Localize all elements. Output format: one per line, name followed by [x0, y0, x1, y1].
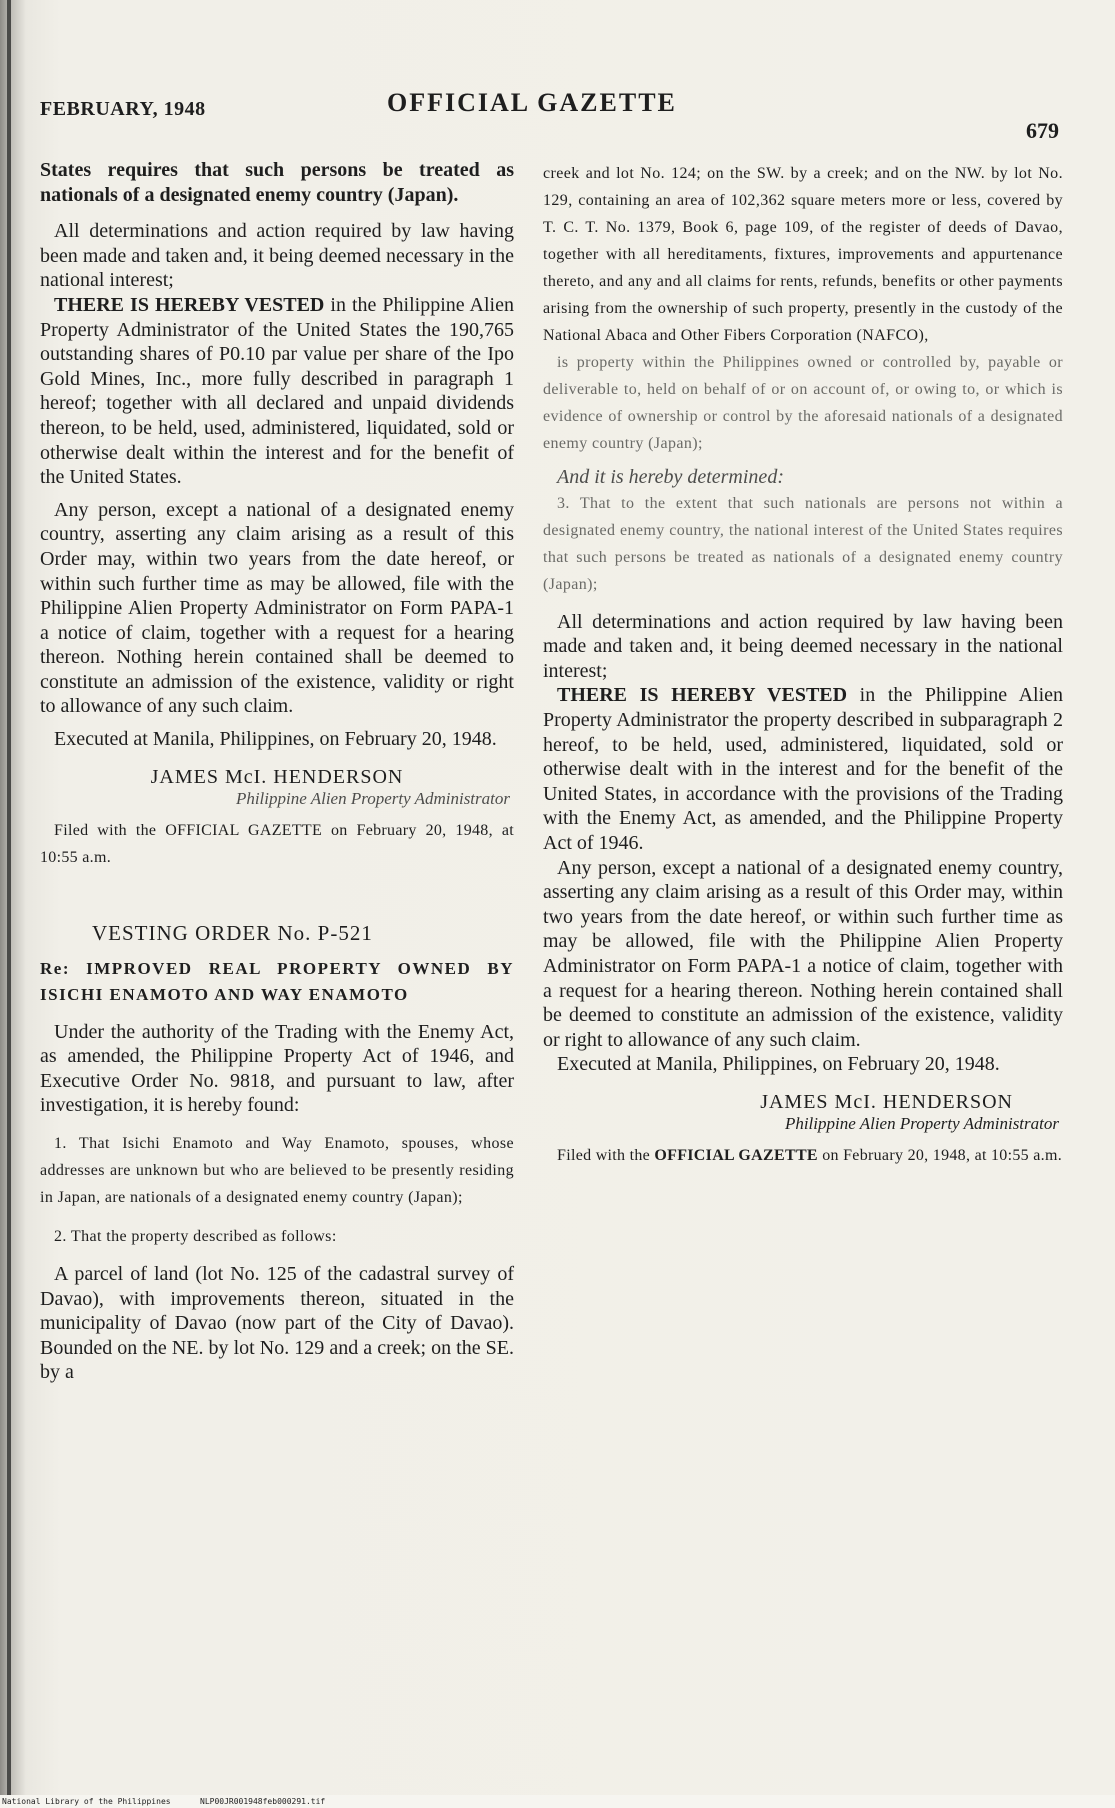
right-para-2: is property within the Philippines owned or controlled by, payable or deliverable to, held on behalf of or on account of, or owing to, or which is evidence of ownership or control by the aforesaid nationals of a designated enemy country (Japan); [543, 354, 1063, 452]
signature-title: Philippine Alien Property Administrator [235, 788, 510, 808]
page-header [0, 0, 1115, 150]
right-para-8: Executed at Manila, Philippines, on February 20, 1948. [557, 1053, 1000, 1076]
finding-2: 2. That the property described as follows: [54, 1228, 337, 1246]
header-date: FEBRUARY, 1948 [40, 98, 206, 120]
left-para-3 [40, 293, 514, 490]
page-number: 679 [1026, 118, 1059, 143]
filed-note-c: on February 20, 1948, at 10:55 a.m. [40, 821, 514, 866]
left-para-6: Under the authority of the Trading with the Enemy Act, as amended, the Philippine Property Act of 1946, and Executive Order No. 9818, and pursuant to law, after investigation, it is hereby found: [40, 1020, 514, 1117]
right-para-5: All determinations and action required by law having been made and taken and, it being deemed necessary in the national interest; [543, 610, 1063, 682]
left-para-2-text: All determinations and action required by law having been made and taken and, it being deemed necessary in the national interest; [40, 220, 514, 292]
left-column [40, 158, 514, 1385]
signature-name: JAMES McI. HENDERSON [150, 765, 404, 788]
filed-note [40, 817, 514, 871]
finding-1: 1. That Isichi Enamoto and Way Enamoto, spouses, whose addresses are unknown but who are believed to be presently residing in Japan, are nationals of a designated enemy country (Japan); [40, 1135, 514, 1207]
left-para-4: Any person, except a national of a designated enemy country, asserting any claim arising as a result of this Order may, within two years from the date hereof, or within such further time as may be allowed, file with the Philippine Alien Property Administrator on Form PAPA-1 a notice of claim, together with a request for a hearing thereon. Nothing herein contained shall be deemed to constitute an admission of the existence, validity or right to allowance of any such claim. [40, 498, 514, 718]
filed-note-a: Filed with the [54, 821, 166, 839]
signature-name-2: JAMES McI. HENDERSON [760, 1090, 1013, 1113]
left-para-2 [40, 219, 514, 293]
left-para-3-text: in the Philippine Alien Property Administrator of the United States the 190,765 outstanding shares of P0.10 par value per share of the Ipo Gold Mines, Inc., more fully described in paragraph 1 hereof; together with all declared and unpaid dividends thereon, to be held, used, administered, liquidated, sold or otherwise dealt within the interest and for the benefit of the United States. [40, 293, 514, 489]
right-column [543, 160, 1063, 1169]
right-para-6 [543, 683, 1063, 855]
filed-note-2-b: OFFICIAL GAZETTE [654, 1146, 818, 1164]
filed-note-2-a: Filed with the [557, 1146, 655, 1164]
finding-3: 3. That to the extent that such nationals are persons not within a designated enemy country, the national interest of the United States requires that such persons be treated as nationals of a designated enemy country (Japan); [543, 494, 1063, 593]
right-para-1: creek and lot No. 124; on the SW. by a creek; and on the NW. by lot No. 129, containing an area of 102,362 square meters more or less, covered by T. C. T. No. 1379, Book 6, page 109, of the register of deeds of Davao, together with all hereditaments, fixtures, improvements and appurtenance thereto, and any and all claims for rents, refunds, benefits or other payments arising from the ownership of such property, presently in the custody of the National Abaca and Other Fibers Corporation (NAFCO), [543, 165, 1063, 344]
footer-filename: NLP00JR001948feb000291.tif [200, 1797, 326, 1806]
filed-note-2-c: on February 20, 1948, at 10:55 a.m. [817, 1146, 1063, 1164]
left-para-1: States requires that such persons be treated as nationals of a designated enemy country (Japan). [40, 159, 514, 206]
footer-source: National Library of the Philippines [2, 1797, 171, 1806]
signature-title-2: Philippine Alien Property Administrator [784, 1113, 1059, 1133]
right-para-7: Any person, except a national of a designated enemy country, asserting any claim arising as a result of this Order may, within two years from the date hereof, or within such further time as may be allowed, file with the Philippine Alien Property Administrator on Form PAPA-1 a notice of claim, together with a request for a hearing thereon. Nothing herein contained shall be deemed to constitute an admission of the existence, validity or right to allowance of any such claim. [543, 856, 1063, 1051]
vesting-order-title: VESTING ORDER No. P-521 [92, 920, 373, 945]
filed-note-2 [543, 1142, 1063, 1169]
property-description: A parcel of land (lot No. 125 of the cadastral survey of Davao), with improvements thereon, situated in the municipality of Davao (now part of the City of Davao). Bounded on the NE. by lot No. 129 and a creek; on the SE. by a [40, 1263, 514, 1384]
right-para-6-text: in the Philippine Alien Property Administrator the property described in subparagraph 2 hereof, to be held, used, administered, liquidated, sold or otherwise dealt with in the interest and for the benefit of the United States, in accordance with the provisions of the Trading with the Enemy Act, as amended, and the Philippine Property Act of 1946. [543, 684, 1063, 854]
vesting-clause-lead: THERE IS HEREBY VESTED [54, 293, 325, 316]
filed-note-b: OFFICIAL GAZETTE [165, 821, 323, 839]
left-para-5: Executed at Manila, Philippines, on February 20, 1948. [54, 728, 497, 751]
scan-footer [0, 1795, 1115, 1808]
vesting-clause-lead-2: THERE IS HEREBY VESTED [557, 684, 848, 707]
right-para-3: And it is hereby determined: [557, 466, 784, 488]
order-subject: Re: IMPROVED REAL PROPERTY OWNED BY ISICHI ENAMOTO AND WAY ENAMOTO [40, 958, 514, 1004]
header-title: OFFICIAL GAZETTE [387, 88, 677, 117]
binding-edge [7, 0, 11, 1808]
